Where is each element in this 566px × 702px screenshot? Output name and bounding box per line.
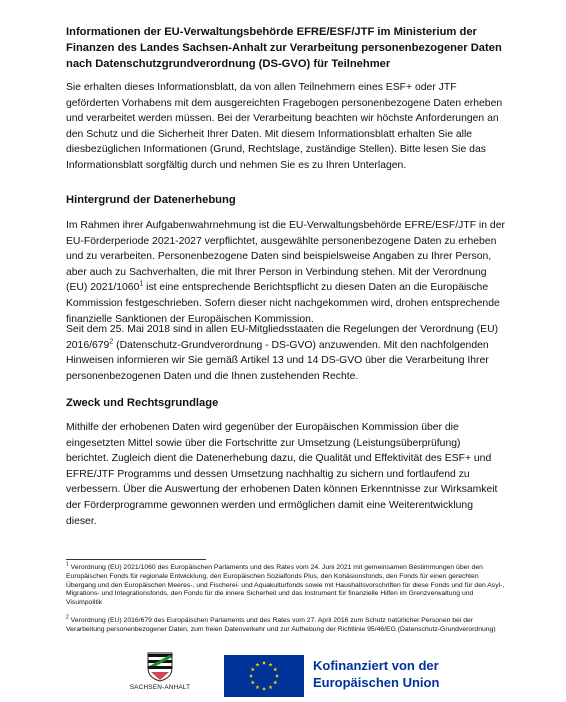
- eu-star-icon: [262, 687, 266, 691]
- sachsen-anhalt-logo: [112, 652, 208, 698]
- footnote-2: [66, 614, 506, 635]
- hintergrund-p1-text-a: Im Rahmen ihrer Aufgabenwahrnehmung ist die EU-Verwaltungsbehörde EFRE/ESF/JTF in der EU-Förderperiode 2021-2027 verpflichtet, ausgewählte personenbezogene Daten zu erheben und zu verarbeiten. Personenbezogene Daten sind beispielsweise Angaben zu Ihrer Person, aber auch zu Sachverhalten, die mit Ihrer Person in Verbindung stehen. Mit der Verordnung (EU) 2021/1060: [66, 220, 505, 294]
- hintergrund-p2-text-b: (Datenschutz-Grundverordnung - DS-GVO) anzuwenden. Mit den nachfolgenden Hinweisen informieren wir Sie gemäß Artikel 13 und 14 DS-GVO über die Verarbeitung Ihrer personenbezogenen Daten und die Ihnen zustehenden Rechte.: [66, 339, 489, 382]
- sachsen-anhalt-label: SACHSEN-ANHALT: [129, 684, 191, 691]
- eu-star-icon: [262, 661, 266, 665]
- eu-label-line-2: Europäischen Union: [313, 675, 440, 690]
- eu-star-icon: [255, 663, 259, 667]
- document-title: Informationen der EU-Verwaltungsbehörde EFRE/ESF/JTF im Ministerium der Finanzen des Landes Sachsen-Anhalt zur Verarbeitung personenbezogener Daten nach Datenschutzgrundverordnung (DS-GVO) für Teilnehmer: [66, 26, 502, 70]
- zweck-paragraph: Mithilfe der erhobenen Daten wird gegenüber der Europäischen Kommission über die eingesetzten Mittel sowie über die Fortschritte zur Umsetzung (Leistungsüberprüfung) berichtet. Zugleich dient die Datenerhebung dazu, die Qualität und Effektivität des ESF+ und EFRE/JTF Programms und dessen Umsetzung nachhaltig zu sichern und fortlaufend zu verbessern. Über die Auswertung der erhobenen Daten können Erkenntnisse zur Wirksamkeit der Förderprogramme gewonnen werden und ermöglichen damit eine Weiterentwicklung dieser.: [66, 422, 498, 527]
- eu-star-icon: [268, 685, 272, 689]
- hintergrund-p1-text-b: ist eine entsprechende Berichtspflicht zu diesen Daten an die Europäische Kommission festgeschrieben. Sofern dieser nicht nachgekommen wird, drohen entsprechende finanzielle Sanktionen der Europäischen Kommission.: [66, 282, 500, 325]
- eu-star-icon: [251, 680, 255, 684]
- eu-star-icon: [273, 667, 277, 671]
- eu-star-icon: [251, 667, 255, 671]
- hintergrund-p2-text-a: Seit dem 25. Mai 2018 sind in allen EU-Mitgliedsstaaten die Regelungen der Verordnung (EU) 2016/679: [66, 324, 499, 351]
- eu-flag: [224, 655, 304, 697]
- eu-star-icon: [275, 674, 279, 678]
- eu-star-icon: [273, 680, 277, 684]
- eu-stars-icon: [224, 655, 304, 697]
- footnote-divider: [66, 559, 206, 560]
- intro-paragraph: Sie erhalten dieses Informationsblatt, da von allen Teilnehmern eines ESF+ oder JTF geförderten Vorhabens mit dem ausgereichten Fragebogen personenbezogene Daten erheben und verarbeitet werden müssen. Bei der Verarbeitung beachten wir höchste Anforderungen an den Schutz und die Sicherheit Ihrer Daten. Mit diesem Informationsblatt erhalten Sie alle diesbezüglichen Informationen (Grund, Rechtslage, zuständige Stellen). Bitte lesen Sie das Informationsblatt sorgfältig durch und nehmen Sie es zu Ihren Unterlagen.: [66, 82, 503, 171]
- heading-hintergrund: Hintergrund der Datenerhebung: [66, 194, 236, 206]
- eu-star-icon: [255, 685, 259, 689]
- footnote-ref-1: 1: [139, 280, 144, 288]
- footnote-1-text: Verordnung (EU) 2021/1060 des Europäischen Parlaments und des Rates vom 24. Juni 2021 mit gemeinsamen Bestimmungen über den Europäischen Fonds für regionale Entwicklung, den Europäischen Sozialfonds Plus, den Kohäsionsfonds, den Fonds für einen gerechten Übergang und den Europäischen Meeres-, und Fischerei- und Aquakulturfonds sowie mit Haushaltsvorschriften für diese Fonds und für den Asyl-, Migrations- und Integrationsfonds, den Fonds für die innere Sicherheit und das Instrument für finanzielle Hilfen im Grenzverwaltung und Visumpolitik: [66, 564, 505, 607]
- eu-star-icon: [249, 674, 253, 678]
- eu-label-line-1: Kofinanziert von der: [313, 658, 439, 673]
- footnote-2-mark: 2: [66, 614, 69, 621]
- heading-zweck: Zweck und Rechtsgrundlage: [66, 397, 219, 409]
- eu-star-icon: [268, 663, 272, 667]
- hintergrund-paragraph-1: [66, 218, 506, 327]
- footnote-1-mark: 1: [66, 561, 69, 568]
- hintergrund-paragraph-2: [66, 322, 506, 384]
- coat-of-arms-icon: [147, 652, 173, 682]
- footnote-2-text: Verordnung (EU) 2016/679 des Europäischen Parlaments und des Rates vom 27. April 2016 zum Schutz natürlicher Personen bei der Verarbeitung personenbezogener Daten, zum freien Datenverkehr und zur Aufhebung der Richtlinie 95/46/EG (Datenschutz-Grundverordnung): [66, 617, 496, 633]
- footnote-ref-2: 2: [109, 338, 114, 346]
- eu-cofinanced-label: [313, 657, 439, 691]
- footnote-1: [66, 561, 506, 608]
